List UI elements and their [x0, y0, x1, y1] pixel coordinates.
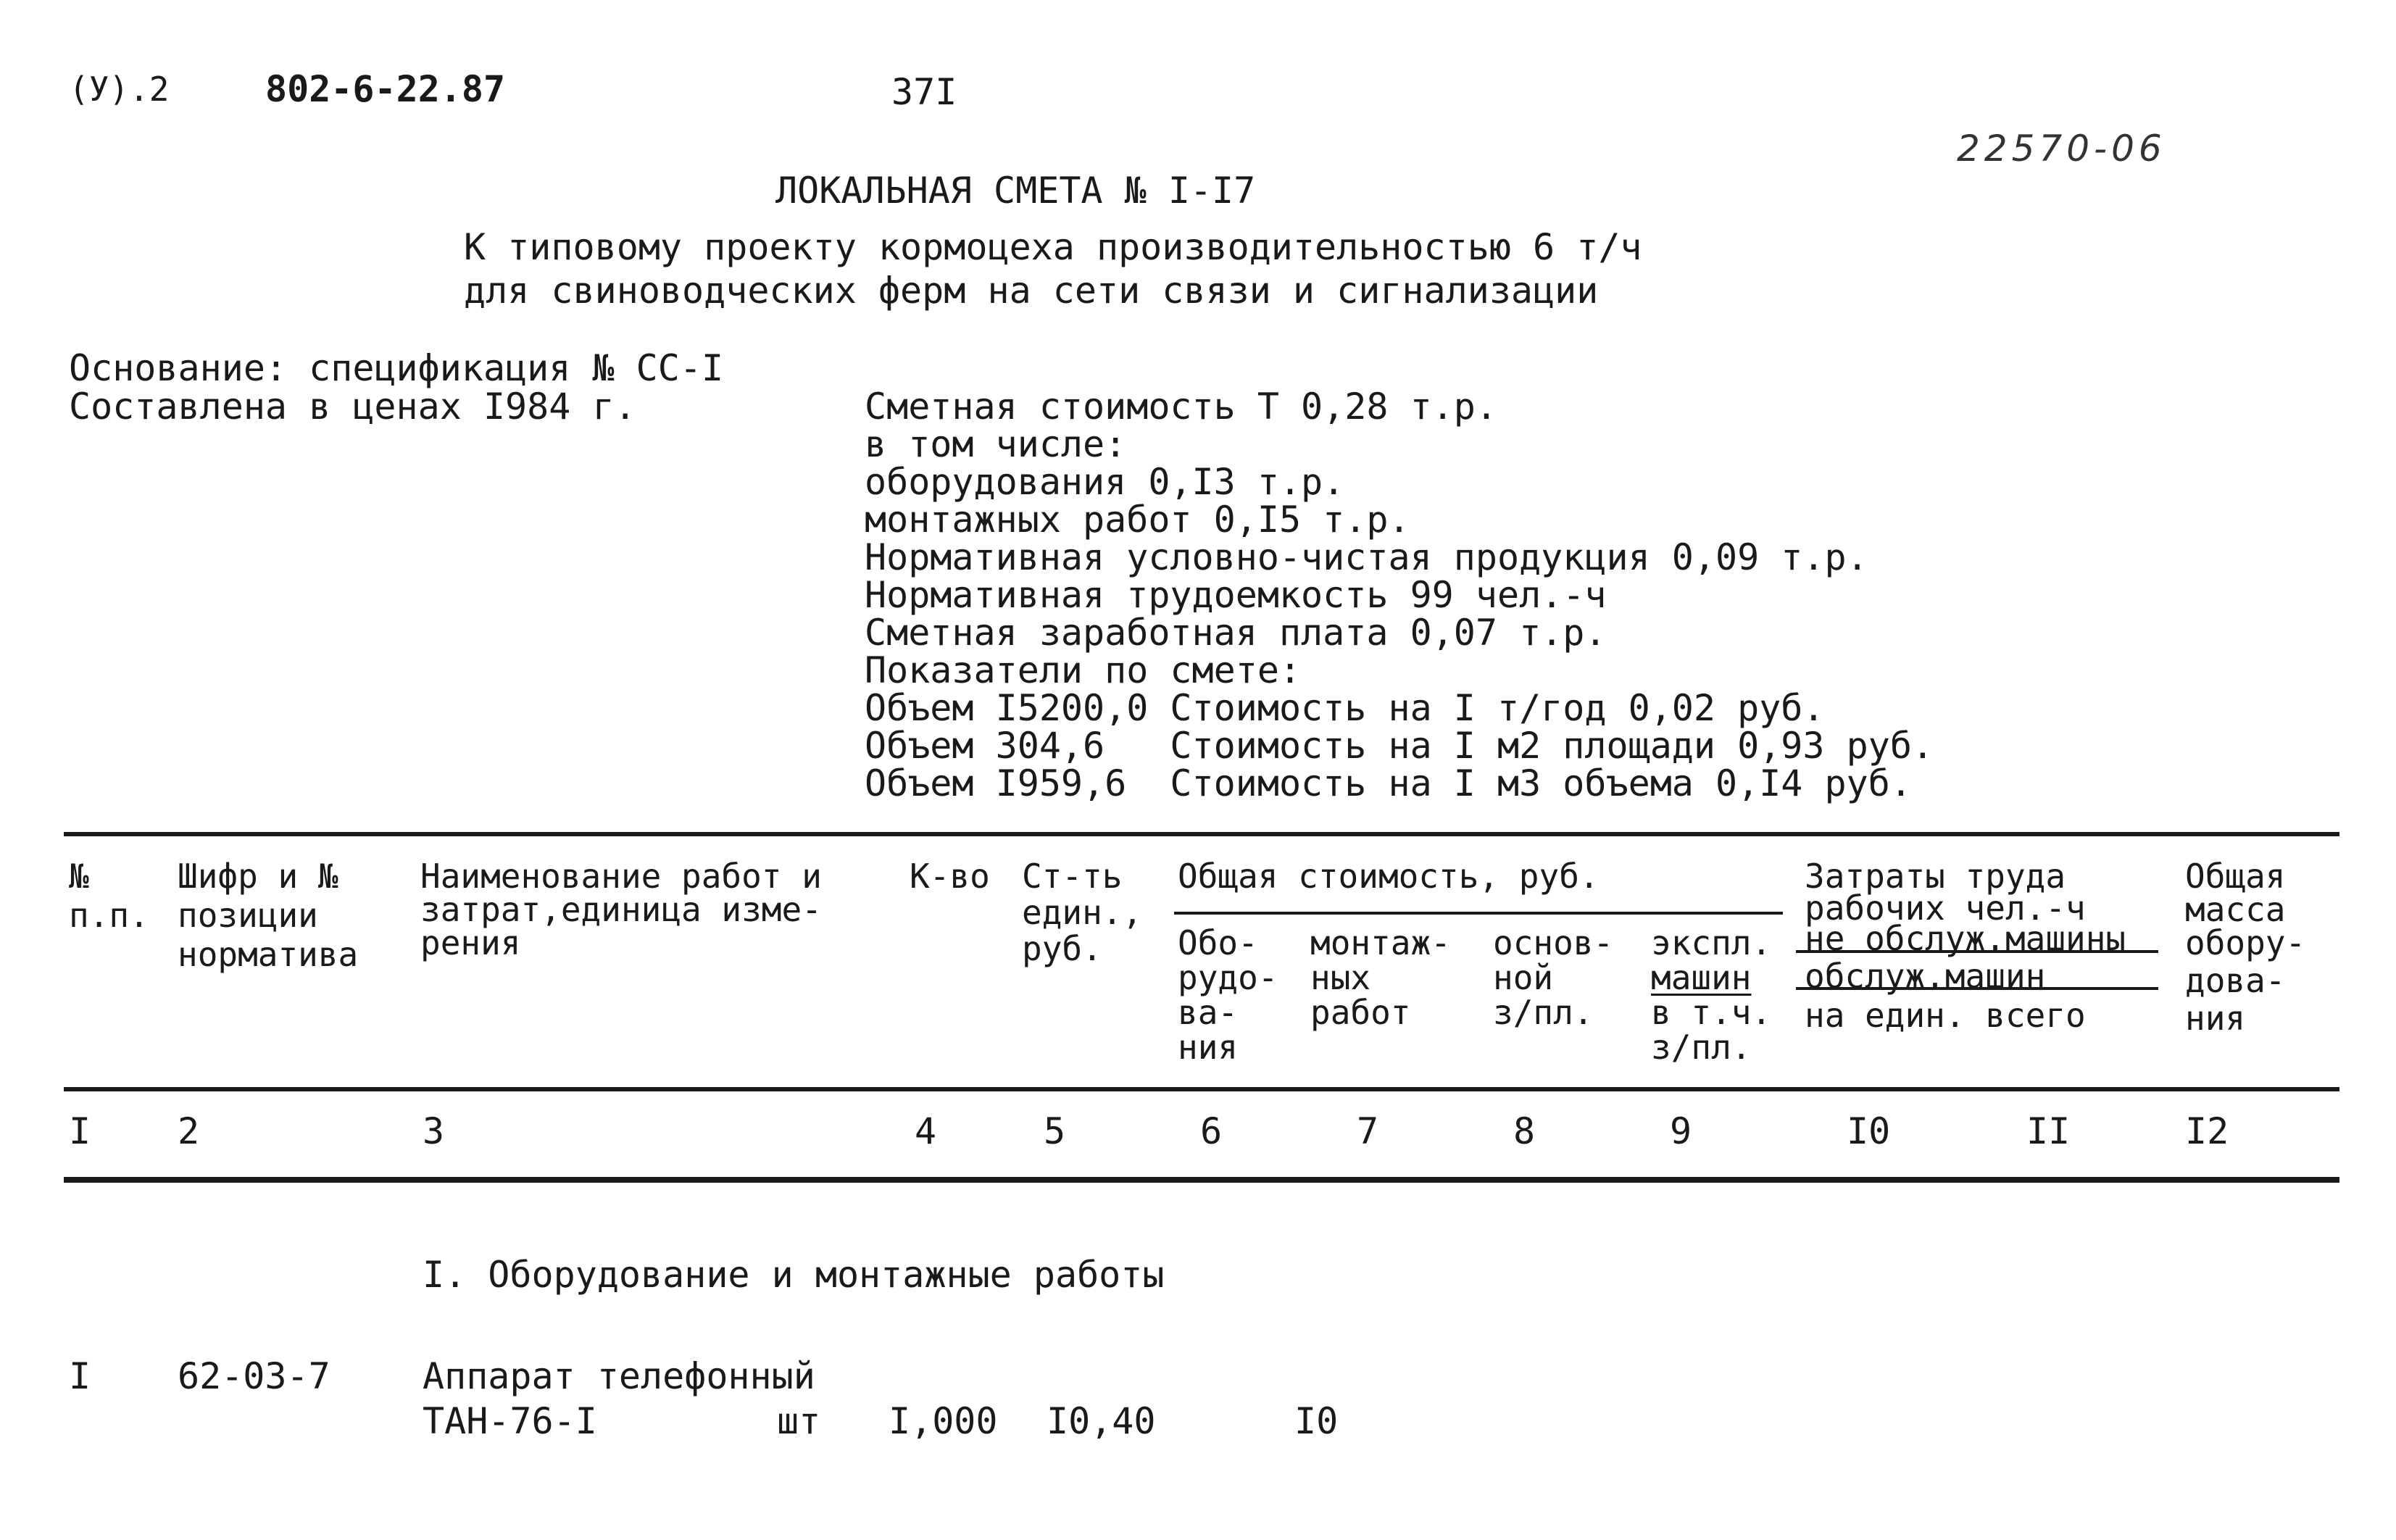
- header-code: норматива: [178, 935, 359, 974]
- summary-line: монтажных работ 0,I5 т.р.: [865, 499, 1410, 541]
- header-bottom-rule: [64, 1087, 2339, 1091]
- numbers-bottom-rule: [64, 1177, 2339, 1183]
- table-top-rule: [64, 832, 2339, 836]
- column-number: 6: [1200, 1110, 1223, 1152]
- page-number: 37I: [891, 71, 957, 113]
- header-machine-op: машин: [1651, 958, 1752, 997]
- header-base-wage: основ-: [1493, 923, 1614, 962]
- handwritten-number: 22570-06: [1957, 128, 2166, 170]
- header-mass: ния: [2185, 999, 2246, 1038]
- doc-code-left: (У).2: [69, 70, 170, 109]
- header-unit-cost: Ст-ть: [1022, 857, 1123, 896]
- header-labor: рабочих чел.-ч: [1805, 888, 2086, 928]
- summary-line: Объем I959,6 Стоимость на I м3 объема 0,I4 руб.: [865, 762, 1912, 804]
- summary-line: Сметная заработная плата 0,07 т.р.: [865, 612, 1607, 654]
- column-number: I: [69, 1110, 91, 1152]
- header-equipment: ва-: [1178, 993, 1239, 1032]
- document-subtitle-line1: К типовому проекту кормоцеха производительностью 6 т/ч: [464, 226, 1642, 268]
- summary-line: Объем I5200,0 Стоимость на I т/год 0,02 руб.: [865, 687, 1825, 729]
- row-equipment-cost: I0: [1294, 1400, 1339, 1442]
- header-mass: дова-: [2185, 961, 2286, 1000]
- section-title: I. Оборудование и монтажные работы: [423, 1254, 1165, 1296]
- summary-line: Показатели по смете:: [865, 649, 1302, 691]
- header-installation: ных: [1310, 958, 1371, 997]
- column-number: 8: [1513, 1110, 1536, 1152]
- column-number: 2: [178, 1110, 200, 1152]
- header-labor: Затраты труда: [1805, 857, 2066, 896]
- column-number: I2: [2185, 1110, 2229, 1152]
- header-num: п.п.: [69, 896, 149, 935]
- header-base-wage: з/пл.: [1493, 993, 1594, 1032]
- row-quantity: I,000: [889, 1400, 998, 1442]
- header-name: затрат,единица изме-: [420, 890, 822, 929]
- row-number: I: [69, 1355, 91, 1397]
- column-number: 5: [1044, 1110, 1066, 1152]
- header-labor: обслуж.машин: [1805, 957, 2046, 996]
- row-code: 62-03-7: [178, 1355, 330, 1397]
- column-number: 7: [1357, 1110, 1379, 1152]
- header-equipment: Обо-: [1178, 923, 1258, 962]
- header-mass: обору-: [2185, 923, 2306, 962]
- header-mass: масса: [2185, 890, 2286, 929]
- header-base-wage: ной: [1493, 958, 1554, 997]
- row-name-model: ТАН-76-I: [423, 1400, 597, 1442]
- header-name: рения: [420, 923, 521, 962]
- summary-line: Сметная стоимость Т 0,28 т.р.: [865, 386, 1497, 428]
- summary-line: оборудования 0,I3 т.р.: [865, 461, 1345, 503]
- summary-line: Нормативная условно-чистая продукция 0,09 т.р.: [865, 536, 1868, 578]
- header-num: №: [69, 857, 89, 896]
- basis-prices-year: Составлена в ценах I984 г.: [69, 386, 636, 428]
- document-title: ЛОКАЛЬНАЯ СМЕТА № I-I7: [775, 170, 1256, 212]
- column-number: I0: [1847, 1110, 1891, 1152]
- row-unit: шт: [777, 1400, 821, 1442]
- header-code: Шифр и №: [178, 857, 338, 896]
- header-name: Наименование работ и: [420, 857, 822, 896]
- column-number: 4: [915, 1110, 937, 1152]
- header-machine-op: з/пл.: [1651, 1028, 1752, 1067]
- column-number: II: [2026, 1110, 2071, 1152]
- header-installation: монтаж-: [1310, 923, 1451, 962]
- column-number: 3: [423, 1110, 445, 1152]
- basis-specification: Основание: спецификация № СС-I: [69, 347, 724, 389]
- header-labor: на един. всего: [1805, 996, 2086, 1035]
- summary-line: Нормативная трудоемкость 99 чел.-ч: [865, 574, 1607, 616]
- header-machine-op: экспл.: [1651, 923, 1772, 962]
- doc-code-main: 802-6-22.87: [265, 68, 506, 110]
- header-equipment: рудо-: [1178, 958, 1278, 997]
- header-code: позиции: [178, 896, 318, 935]
- summary-line: в том числе:: [865, 423, 1127, 465]
- header-unit-cost: един.,: [1022, 893, 1143, 932]
- document-subtitle-line2: для свиноводческих ферм на сети связи и сигнализации: [464, 270, 1599, 312]
- header-installation: работ: [1310, 993, 1411, 1032]
- general-cost-rule: [1174, 912, 1783, 915]
- header-unit-cost: руб.: [1022, 929, 1102, 968]
- header-general-cost: Общая стоимость, руб.: [1178, 857, 1600, 896]
- header-qty: К-во: [910, 857, 990, 896]
- row-unit-cost: I0,40: [1047, 1400, 1156, 1442]
- summary-line: Объем 304,6 Стоимость на I м2 площади 0,93 руб.: [865, 725, 1934, 767]
- header-machine-op: в т.ч.: [1651, 993, 1772, 1032]
- header-labor: не обслуж.машины: [1805, 919, 2126, 958]
- header-equipment: ния: [1178, 1028, 1239, 1067]
- header-mass: Общая: [2185, 857, 2286, 896]
- column-number: 9: [1670, 1110, 1692, 1152]
- row-name: Аппарат телефонный: [423, 1355, 815, 1397]
